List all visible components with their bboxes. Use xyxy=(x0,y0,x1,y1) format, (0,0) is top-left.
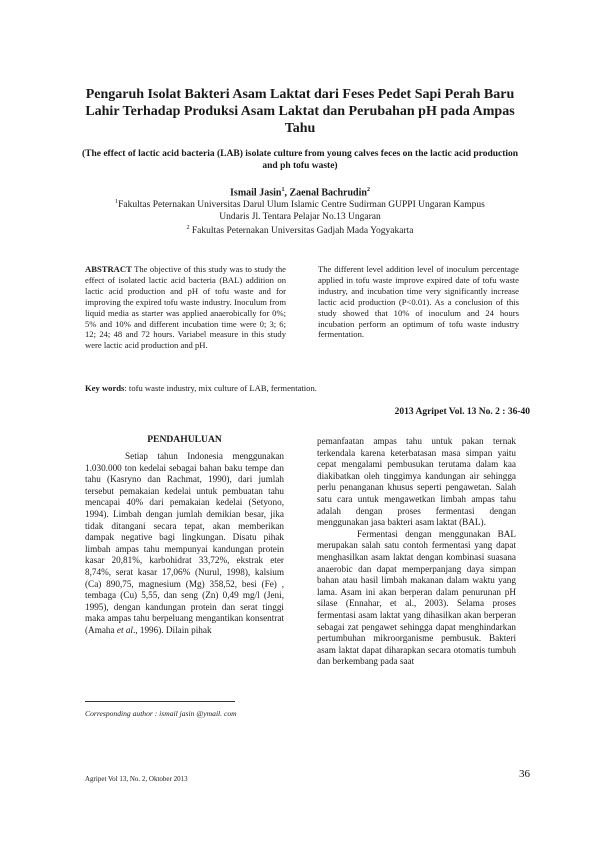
paper-title: Pengaruh Isolat Bakteri Asam Laktat dari Feses Pedet Sapi Perah Baru Lahir Terhadap Produksi Asam Laktat dan Perubahan pH pada Ampas Tahu xyxy=(85,87,515,136)
abstract-text: The objective of this study was to study the effect of isolated lactic acid bacteria (BAL) addition on lactic acid production and pH of tofu waste and for improving the expired tofu waste industry. Inoculum from liquid media as starter was applied anaerobically for 0%; 5% and 10% and different incubation time were 0; 3; 6; 12; 24; 48 and 72 hours. Variabel measure in this study were lactic acid production and pH. xyxy=(85,264,286,351)
body-paragraph: Fermentasi dengan menggunakan BAL merupakan salah satu contoh fermentasi yang dapat menghasilkan asam laktat dengan kombinasi suasana anaerobic dan dapat memperpanjang daya simpan bahan atau hasil limbah makanan dalam waktu yang lama. Asam ini akan berperan dalam penurunan pH silase (Ennahar, et al., 2003). Selama proses fermentasi asam laktat yang dihasilkan akan berperan sebagai zat pengawet sehingga dapat menghindarkan pertumbuhan mikroorganisme pembusuk. Bakteri asam laktat dapat diharapkan secara otomatis tumbuh dan berkembang pada saat xyxy=(317,528,516,667)
page-number: 36 xyxy=(519,768,530,780)
affiliation-1 xyxy=(80,197,520,212)
affiliation-text: Fakultas Peternakan Universitas Darul Ulum Islamic Centre Sudirman GUPPI Ungaran Kampus xyxy=(118,200,485,211)
affiliation-1-address: Undaris Jl. Tentara Pelajar No.13 Ungaran xyxy=(219,211,381,222)
author-name: Ismail Jasin xyxy=(230,187,282,199)
journal-footer: Agripet Vol 13, No. 2, Oktober 2013 xyxy=(85,775,188,783)
body-right-column xyxy=(317,436,516,668)
author-affiliation-marker: 2 xyxy=(366,187,370,193)
keywords xyxy=(85,383,525,394)
affiliation-marker: 1 xyxy=(115,199,119,205)
author-affiliation-marker: 1 xyxy=(281,187,285,193)
abstract-label: ABSTRACT xyxy=(85,264,132,274)
affiliation-marker: 2 xyxy=(186,225,190,232)
keywords-text: : tofu waste industry, mix culture of LAB, fermentation. xyxy=(124,383,317,393)
affiliations xyxy=(80,197,520,238)
body-paragraph xyxy=(85,451,284,637)
corresponding-author: Corresponding author : ismail jasin @ymail. com xyxy=(85,709,237,718)
journal-citation: 2013 Agripet Vol. 13 No. 2 : 36-40 xyxy=(394,407,530,417)
affiliation-2 xyxy=(80,223,520,238)
abstract-right-column: The different level addition level of inoculum percentage applied in tofu waste improve expired date of tofu waste industry, and incubation time very significantly increase lactic acid production (P<0.01). As a conclusion of this study showed that 10% of inoculum and 24 hours incubation perform an optimum of tofu waste industry fermentation. xyxy=(318,264,519,340)
keywords-label: Key words xyxy=(85,383,125,393)
paper-subtitle: (The effect of lactic acid bacteria (LAB) isolate culture from young calves feces on the lactic acid production and ph tofu waste) xyxy=(81,149,519,171)
abstract-left-column xyxy=(85,264,286,351)
footnote-rule xyxy=(85,701,235,702)
section-heading: PENDAHULUAN xyxy=(147,434,222,445)
author-name: Zaenal Bachrudin xyxy=(289,187,367,199)
body-left-column xyxy=(85,451,284,637)
body-text-italic: et al xyxy=(116,624,133,635)
body-text: ., 1996). Dilain pihak xyxy=(132,624,212,635)
affiliation-text: Fakultas Peternakan Universitas Gadjah Mada Yogyakarta xyxy=(189,226,414,237)
body-paragraph: pemanfaatan ampas tahu untuk pakan ternak terkendala karena keterbatasan masa simpan yaitu cepat mengalami pembusukan terutama dalam kaa diakibatkan oleh tinggimya kandungan air sehingga perlu penanganan khusus seperti pengawetan. Salah satu cara untuk mengawetkan limbah ampas tahu adalah dengan proses fermentasi dengan menggunakan jasa bakteri asam laktat (BAL). xyxy=(317,436,516,528)
body-text: Setiap tahun Indonesia menggunakan 1.030.000 ton kedelai sebagai bahan baku tempe dan tahu (Kasryno dan Rachmat, 1990), dari jumlah tersebut pemakaian kedelai untuk pembuatan tahu mencapai 40% dari pemakaian kedelai (Setyono, 1994). Limbah dengan jumlah demikian besar, jika tidak ditangani secara tepat, akan memberikan dampak negative bagi lingkungan. Disatu pihak limbah ampas tahu mempunyai kandungan protein kasar 20,81%, karbohidrat 33,72%, ekstrak eter 8,74%, serat kasar 17,06% (Nurul, 1998), kalsium (Ca) 890,75, magnesium (Mg) 358,52, besi (Fe) , tembaga (Cu) 5,55, dan seng (Zn) 0,49 mg/l (Jeni, 1995), dengan kandungan protein dan serat tinggi maka ampas tahu berpeluang mengantikan konsentrat (Amaha xyxy=(85,451,284,635)
author-separator: , xyxy=(284,187,290,199)
